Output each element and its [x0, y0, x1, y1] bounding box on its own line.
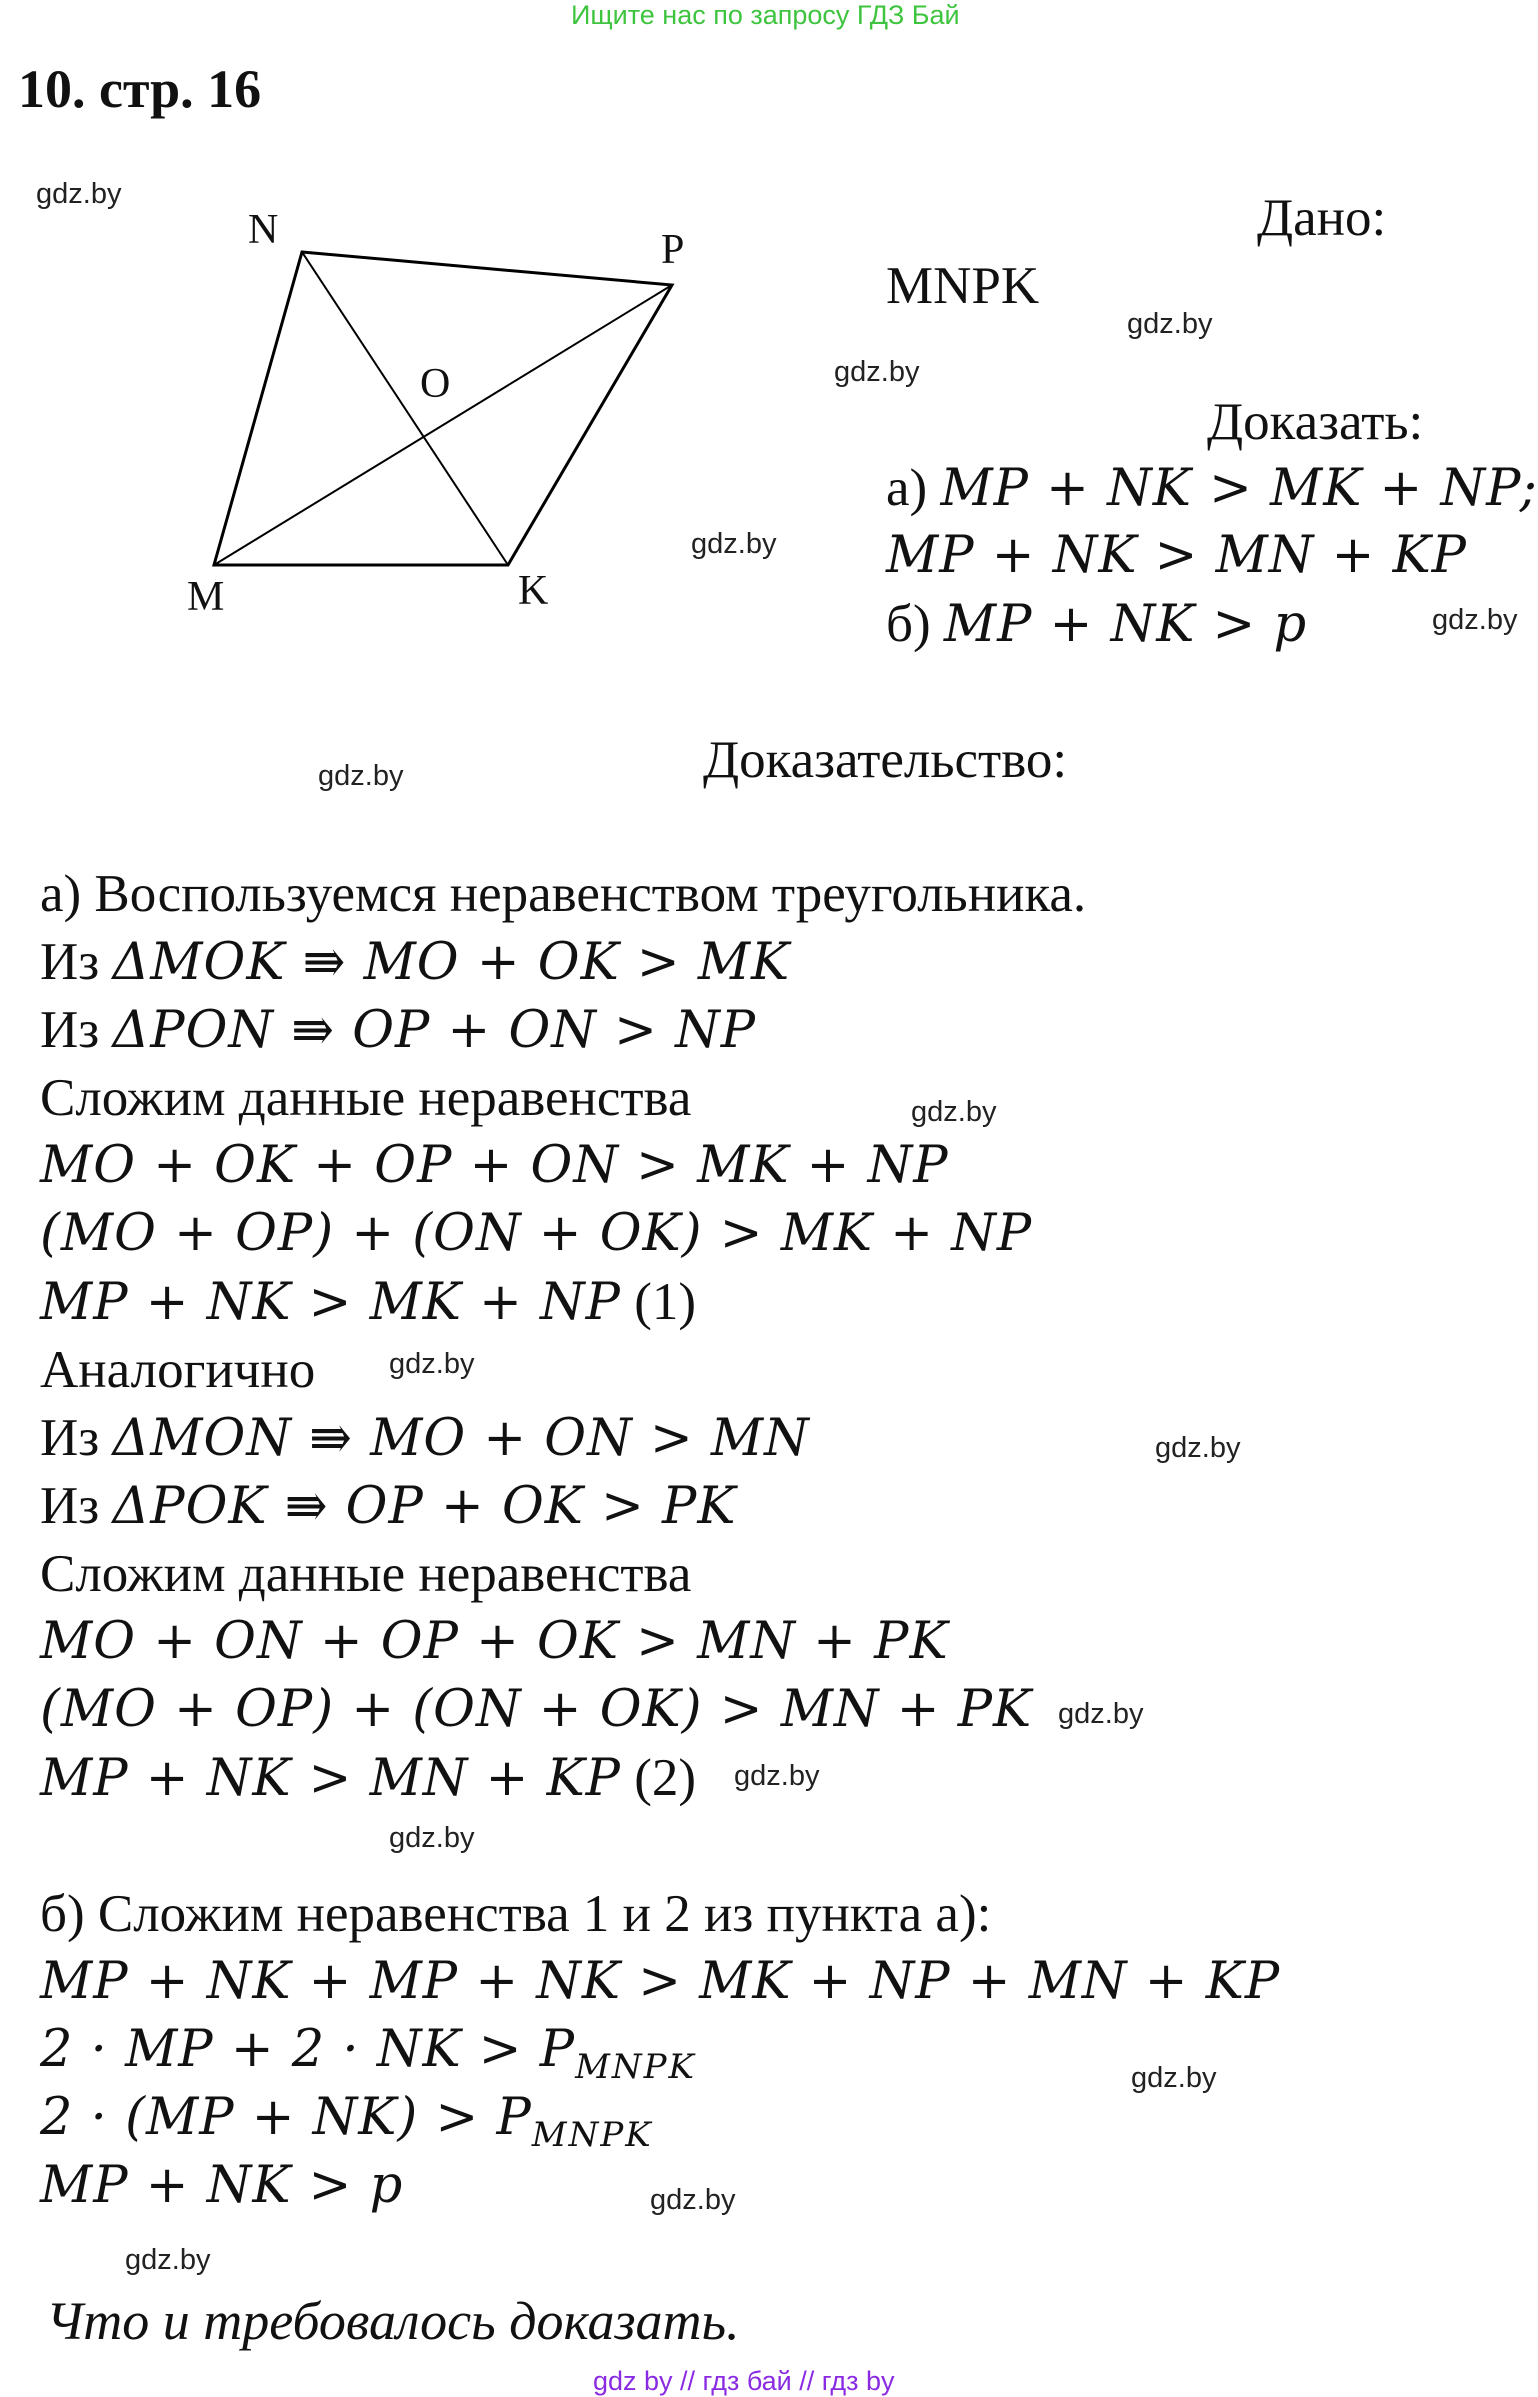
diagonal-nk	[302, 252, 508, 565]
proof-line-3: MO + OK + OP + ON > MK + NP	[40, 1136, 949, 1195]
watermark: gdz.by	[1432, 604, 1518, 636]
proof-line-6-math: ΔMON ⇛ MO + ON > MN	[112, 1409, 810, 1468]
proof-line-1	[40, 932, 790, 992]
vertex-label-m: M	[187, 574, 225, 620]
prove-heading: Доказать:	[1207, 393, 1424, 451]
watermark: gdz.by	[389, 1348, 475, 1380]
prove-b-prefix: б)	[886, 595, 944, 653]
page-title: 10. стр. 16	[18, 59, 262, 119]
proof-line-6	[40, 1408, 810, 1468]
proof-b-intro: б) Сложим неравенства 1 и 2 из пункта а):	[40, 1885, 992, 1943]
watermark: gdz.by	[1058, 1698, 1144, 1730]
proof-line-5-num: (1)	[621, 1273, 697, 1331]
quadrilateral-outline	[214, 252, 672, 565]
proof-line-10-num: (2)	[621, 1749, 697, 1807]
footer-links[interactable]: gdz by // гдз бай // гдз by	[593, 2366, 895, 2396]
prove-a1-math: MP + NK > MK + NP;	[940, 459, 1538, 518]
proof-line-11: MP + NK + MP + NK > MK + NP + MN + KP	[40, 1952, 1281, 2011]
quadrilateral-figure	[180, 210, 700, 630]
proof-line-1-word: Из	[40, 933, 113, 991]
watermark: gdz.by	[911, 1096, 997, 1128]
prove-line-a2: MP + NK > MN + KP	[886, 526, 1467, 585]
proof-a-intro: а) Воспользуемся неравенством треугольника.	[40, 865, 1087, 923]
proof-line-1-math: ΔMOK ⇛ MO + OK > MK	[112, 933, 791, 992]
proof-line-12	[40, 2020, 696, 2087]
top-banner: Ищите нас по запросу ГДЗ Бай	[571, 0, 960, 30]
watermark: gdz.by	[389, 1822, 475, 1854]
proof-line-9: (MO + OP) + (ON + OK) > MN + PK	[40, 1680, 1033, 1739]
proof-line-7-math: ΔPOK ⇛ OP + OK > PK	[112, 1477, 737, 1536]
prove-line-a1	[886, 458, 1538, 518]
prove-line-b	[886, 594, 1307, 654]
proof-line-4: (MO + OP) + (ON + OK) > MK + NP	[40, 1204, 1033, 1263]
watermark: gdz.by	[1131, 2062, 1217, 2094]
proof-heading: Доказательство:	[703, 731, 1068, 789]
proof-add-1: Сложим данные неравенства	[40, 1069, 692, 1127]
proof-similarly: Аналогично	[40, 1341, 316, 1399]
vertex-label-n: N	[248, 207, 279, 253]
proof-line-2-word: Из	[40, 1001, 113, 1059]
proof-line-2-math: ΔPON ⇛ OP + ON > NP	[112, 1001, 757, 1060]
proof-line-7	[40, 1476, 736, 1536]
proof-line-13-main: 2 · (MP + NK) > P	[40, 2088, 532, 2147]
watermark: gdz.by	[318, 760, 404, 792]
proof-line-12-sub: MNPK	[575, 2047, 696, 2087]
given-figure: MNPK	[886, 257, 1040, 315]
proof-line-5	[40, 1272, 696, 1332]
vertex-label-o: O	[420, 361, 451, 407]
proof-line-13	[40, 2088, 653, 2155]
proof-line-13-sub: MNPK	[531, 2115, 653, 2155]
proof-line-2	[40, 1000, 756, 1060]
proof-line-12-main: 2 · MP + 2 · NK > P	[40, 2020, 576, 2079]
watermark: gdz.by	[1155, 1432, 1241, 1464]
vertex-label-p: P	[661, 227, 685, 273]
proof-line-10	[40, 1748, 696, 1808]
proof-line-10-math: MP + NK > MN + KP	[40, 1749, 621, 1808]
watermark: gdz.by	[125, 2244, 211, 2276]
vertex-label-k: K	[518, 568, 549, 614]
watermark: gdz.by	[1127, 308, 1213, 340]
watermark: gdz.by	[734, 1760, 820, 1792]
prove-b-math: MP + NK > p	[943, 595, 1308, 654]
proof-line-6-word: Из	[40, 1409, 113, 1467]
prove-a-prefix: а)	[886, 459, 941, 517]
diagonal-mp	[214, 285, 672, 565]
proof-line-7-word: Из	[40, 1477, 113, 1535]
proof-line-8: MO + ON + OP + OK > MN + PK	[40, 1612, 949, 1671]
watermark: gdz.by	[650, 2184, 736, 2216]
given-heading: Дано:	[1257, 189, 1387, 247]
watermark: gdz.by	[36, 178, 122, 210]
watermark: gdz.by	[691, 528, 777, 560]
proof-line-5-math: MP + NK > MK + NP	[40, 1273, 621, 1332]
proof-add-2: Сложим данные неравенства	[40, 1545, 692, 1603]
proof-line-14: MP + NK > p	[40, 2156, 404, 2215]
proof-conclusion: Что и требовалось доказать.	[46, 2291, 740, 2351]
watermark: gdz.by	[834, 356, 920, 388]
